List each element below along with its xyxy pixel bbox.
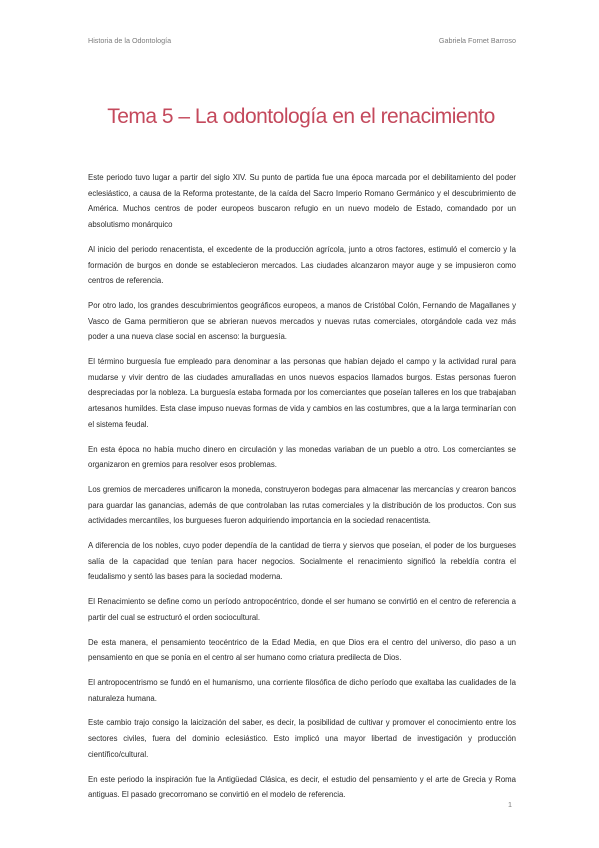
document-body bbox=[88, 170, 516, 812]
paragraph: El antropocentrismo se fundó en el humanismo, una corriente filosófica de dicho período que exaltaba las cualidades de la naturaleza humana. bbox=[88, 677, 516, 703]
paragraph: De esta manera, el pensamiento teocéntrico de la Edad Media, en que Dios era el centro del universo, dio paso a un pensamiento en que se ponía en el centro al ser humano como criatura predilecta de Dios. bbox=[88, 637, 516, 663]
paragraph: En este periodo la inspiración fue la Antigüedad Clásica, es decir, el estudio del pensamiento y el arte de Grecia y Roma antiguas. El pasado grecorromano se convirtió en el modelo de referencia. bbox=[88, 774, 516, 800]
paragraph: Por otro lado, los grandes descubrimientos geográficos europeos, a manos de Cristóbal Colón, Fernando de Magallanes y Vasco de Gama permitieron que se abrieran nuevos mercados y nuevas rutas comerciales, otorgándole cada vez más poder a una nueva clase social en ascenso: la burguesía. bbox=[88, 300, 516, 342]
paragraph: Este periodo tuvo lugar a partir del siglo XIV. Su punto de partida fue una época marcada por el debilitamiento del poder eclesiástico, a causa de la Reforma protestante, de la caída del Sacro Imperio Romano Germánico y el descubrimiento de América. Muchos centros de poder europeos buscaron refugio en un nuevo modelo de Estado, comandado por un absolutismo monárquico bbox=[88, 173, 516, 230]
page-number: 1 bbox=[508, 800, 512, 809]
header-author: Gabriela Fornet Barroso bbox=[438, 36, 516, 45]
paragraph: Este cambio trajo consigo la laicización del saber, es decir, la posibilidad de cultivar y promover el conocimiento entre los sectores civiles, fuera del dominio eclesiástico. Esto implicó una mayor libertad de investigación y producción científico/cultural. bbox=[88, 718, 516, 759]
header-course-title: Historia de la Odontología bbox=[88, 36, 172, 45]
paragraph: El término burguesía fue empleado para denominar a las personas que habían dejado el campo y la actividad rural para mudarse y vivir dentro de las ciudades amuralladas en unos nuevos espacios llamados burgos. Estas personas fueron despreciadas por la nobleza. La burguesía estaba formada por los comerciantes que poseían talleres en los que trabajaban artesanos humildes. Esta clase impuso nuevas formas de vida y cambios en las costumbres, que a la larga terminarían con el sistema feudal. bbox=[88, 357, 516, 429]
paragraph: Al inicio del periodo renacentista, el excedente de la producción agrícola, junto a otros factores, estimuló el comercio y la formación de burgos en donde se establecieron mercados. Las ciudades alcanzaron mayor auge y se impusieron como centros de referencia. bbox=[88, 244, 516, 286]
paragraph: A diferencia de los nobles, cuyo poder dependía de la cantidad de tierra y siervos que poseían, el poder de los burgueses salía de la capacidad que tenían para hacer negocios. Socialmente el renacimiento significó la rebeldía contra el feudalismo y sentó las bases para la sociedad moderna. bbox=[88, 541, 516, 582]
document-title: Tema 5 – La odontología en el renacimiento bbox=[107, 105, 495, 129]
paragraph: En esta época no había mucho dinero en circulación y las monedas variaban de un pueblo a otro. Los comerciantes se organizaron en gremios para resolver esos problemas. bbox=[88, 444, 516, 470]
paragraph: El Renacimiento se define como un período antropocéntrico, donde el ser humano se convirtió en el centro de referencia a partir del cual se estructuró el orden sociocultural. bbox=[88, 597, 516, 622]
paragraph: Los gremios de mercaderes unificaron la moneda, construyeron bodegas para almacenar las mercancías y crearon bancos para guardar las ganancias, además de que controlaban las rutas comerciales y la distribución de los productos. Con sus actividades mercantiles, los burgueses fueron adquiriendo importancia en la sociedad renacentista. bbox=[88, 484, 516, 526]
page-header bbox=[88, 36, 516, 50]
